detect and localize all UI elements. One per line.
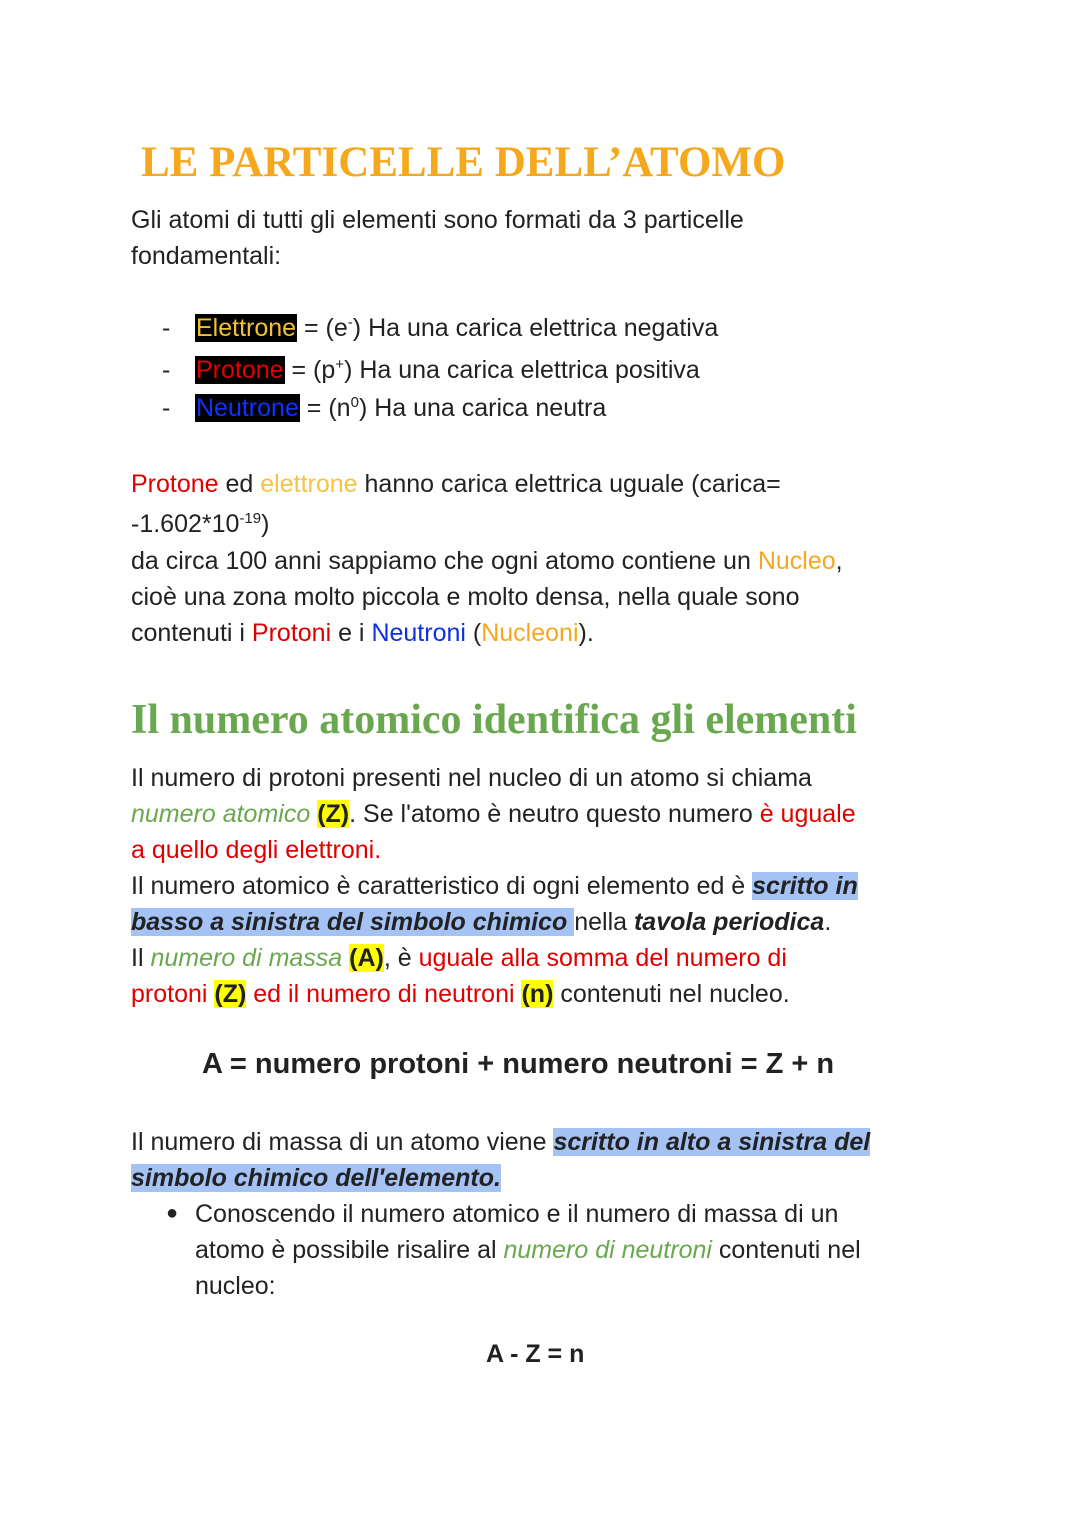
list-dash: - bbox=[162, 314, 171, 342]
nucleus-line-2: cioè una zona molto piccola e molto densa, nella quale sono bbox=[131, 583, 800, 611]
protone-label: Protone bbox=[196, 356, 284, 384]
page-title: LE PARTICELLE DELL’ATOMO bbox=[141, 139, 786, 186]
neutroni-word: Neutroni bbox=[371, 619, 466, 647]
protoni-word: Protoni bbox=[251, 619, 332, 647]
nucleus-line-3 bbox=[131, 615, 594, 651]
highlight-text: scritto in bbox=[752, 872, 858, 900]
text: . bbox=[824, 908, 832, 936]
text-red: protoni bbox=[131, 980, 215, 1008]
text-red: ed il numero di neutroni bbox=[246, 980, 522, 1008]
text: contenuti nel bbox=[711, 1236, 861, 1264]
elettrone-label: Elettrone bbox=[196, 314, 297, 342]
atomic-line-1: Il numero di protoni presenti nel nucleo di un atomo si chiama bbox=[131, 764, 812, 792]
neutrone-desc: ) Ha una carica neutra bbox=[358, 394, 607, 422]
tavola-periodica-term: tavola periodica bbox=[633, 908, 825, 936]
atomic-line-2 bbox=[131, 796, 856, 832]
text: , è bbox=[383, 944, 419, 972]
protone-desc: ) Ha una carica elettrica positiva bbox=[344, 356, 700, 384]
nucleus-line-1 bbox=[131, 543, 843, 579]
n-symbol: (n) bbox=[521, 980, 554, 1008]
numero-di-massa-term: numero di massa bbox=[150, 944, 343, 972]
a-symbol: (A) bbox=[349, 944, 384, 972]
elettrone-symbol: = (e bbox=[297, 314, 348, 342]
elettrone-word: elettrone bbox=[260, 470, 358, 498]
numero-di-neutroni-term: numero di neutroni bbox=[503, 1236, 712, 1264]
list-item-elettrone bbox=[195, 314, 718, 343]
section-heading: Il numero atomico identifica gli elementi bbox=[131, 697, 857, 743]
text-red: uguale alla somma del numero di bbox=[418, 944, 787, 972]
list-item-neutrone bbox=[195, 394, 606, 423]
numero-atomico-term: numero atomico bbox=[131, 800, 311, 828]
text: ) bbox=[261, 510, 270, 538]
text: . Se l'atomo è neutro questo numero bbox=[349, 800, 760, 828]
text: hanno carica elettrica uguale (carica= bbox=[357, 470, 781, 498]
text: ( bbox=[465, 619, 482, 647]
protone-sup: + bbox=[335, 356, 345, 373]
bullet-line-1: Conoscendo il numero atomico e il numero di massa di un bbox=[195, 1200, 839, 1228]
text: nella bbox=[574, 908, 634, 936]
charge-exponent: -19 bbox=[239, 510, 262, 527]
atomic-line-3: a quello degli elettroni. bbox=[131, 836, 382, 864]
charge-line-1 bbox=[131, 466, 781, 502]
charge-value: -1.602*10 bbox=[131, 510, 240, 538]
text: e i bbox=[331, 619, 372, 647]
list-dash: - bbox=[162, 394, 171, 422]
text: Il numero di massa di un atomo viene bbox=[131, 1128, 554, 1156]
highlight-text: basso a sinistra del simbolo chimico bbox=[131, 908, 575, 936]
z-symbol: (Z) bbox=[214, 980, 247, 1008]
bullet-line-3: nucleo: bbox=[195, 1272, 276, 1300]
text: atomo è possibile risalire al bbox=[195, 1236, 504, 1264]
intro-line-1: Gli atomi di tutti gli elementi sono formati da 3 particelle bbox=[131, 206, 744, 234]
intro-line-2: fondamentali: bbox=[131, 242, 282, 270]
text: ). bbox=[578, 619, 594, 647]
list-item-protone bbox=[195, 356, 700, 385]
text: Il numero atomico è caratteristico di ogni elemento ed è bbox=[131, 872, 753, 900]
charge-line-2 bbox=[131, 506, 269, 542]
protone-word: Protone bbox=[131, 470, 219, 498]
bullet-icon: ● bbox=[166, 1202, 179, 1224]
z-symbol: (Z) bbox=[317, 800, 350, 828]
mass-line-2 bbox=[131, 1160, 501, 1196]
text-red: è uguale bbox=[759, 800, 856, 828]
atomic-line-7 bbox=[131, 976, 790, 1012]
neutrone-label: Neutrone bbox=[196, 394, 299, 422]
text: , bbox=[835, 547, 843, 575]
text: Il bbox=[131, 944, 151, 972]
list-dash: - bbox=[162, 356, 171, 384]
text: contenuti i bbox=[131, 619, 252, 647]
neutrone-symbol: = (n bbox=[299, 394, 351, 422]
highlight-text: scritto in alto a sinistra del bbox=[553, 1128, 871, 1156]
nucleo-word: Nucleo bbox=[757, 547, 836, 575]
formula-neutrons: A - Z = n bbox=[486, 1340, 585, 1368]
text: contenuti nel nucleo. bbox=[553, 980, 790, 1008]
bullet-line-2 bbox=[195, 1232, 861, 1268]
atomic-line-6 bbox=[131, 940, 787, 976]
nucleoni-word: Nucleoni bbox=[481, 619, 579, 647]
atomic-line-4 bbox=[131, 868, 858, 904]
text: da circa 100 anni sappiamo che ogni atomo contiene un bbox=[131, 547, 758, 575]
neutrone-sup: 0 bbox=[350, 394, 359, 411]
highlight-text: simbolo chimico dell'elemento. bbox=[131, 1164, 501, 1192]
mass-line-1 bbox=[131, 1124, 870, 1160]
elettrone-desc: ) Ha una carica elettrica negativa bbox=[352, 314, 719, 342]
protone-symbol: = (p bbox=[284, 356, 336, 384]
text: ed bbox=[218, 470, 261, 498]
atomic-line-5 bbox=[131, 904, 831, 940]
formula-mass-number: A = numero protoni + numero neutroni = Z + n bbox=[202, 1048, 835, 1080]
elettrone-sup: - bbox=[347, 314, 353, 331]
